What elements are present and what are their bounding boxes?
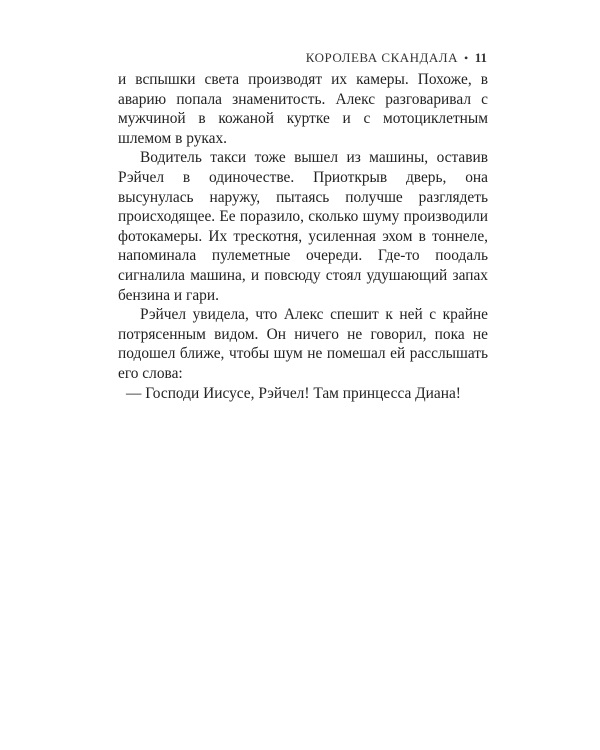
paragraph-1: и вспышки света производят их камеры. Похоже, в аварию попала знаменитость. Алекс разговаривал с мужчиной в кожаной куртке и с мотоциклетным шлемом в руках. [118,71,488,147]
paragraph-dialog: — Господи Иисусе, Рэйчел! Там принцесса Диана! [126,384,461,402]
running-header [306,50,487,66]
paragraph-2: Водитель такси тоже вышел из машины, оставив Рэйчел в одиночестве. Приоткрыв дверь, она высунулась наружу, пытаясь получше разглядеть происходящее. Ее поразило, сколько шуму производили фотокамеры. Их трескотня, усиленная эхом в тоннеле, напоминала пулеметные очереди. Где-то поодаль сигналила машина, и повсюду стоял удушающий запах бензина и гари. [118,149,488,304]
paragraph-3: Рэйчел увидела, что Алекс спешит к ней с крайне потрясенным видом. Он ничего не говорил, пока не подошел ближе, чтобы шум не помешал ей расслышать его слова: [118,306,488,382]
body-text [118,70,488,403]
page-number: 11 [474,50,487,65]
header-bullet: • [464,50,469,65]
book-title: КОРОЛЕВА СКАНДАЛА [305,50,458,65]
